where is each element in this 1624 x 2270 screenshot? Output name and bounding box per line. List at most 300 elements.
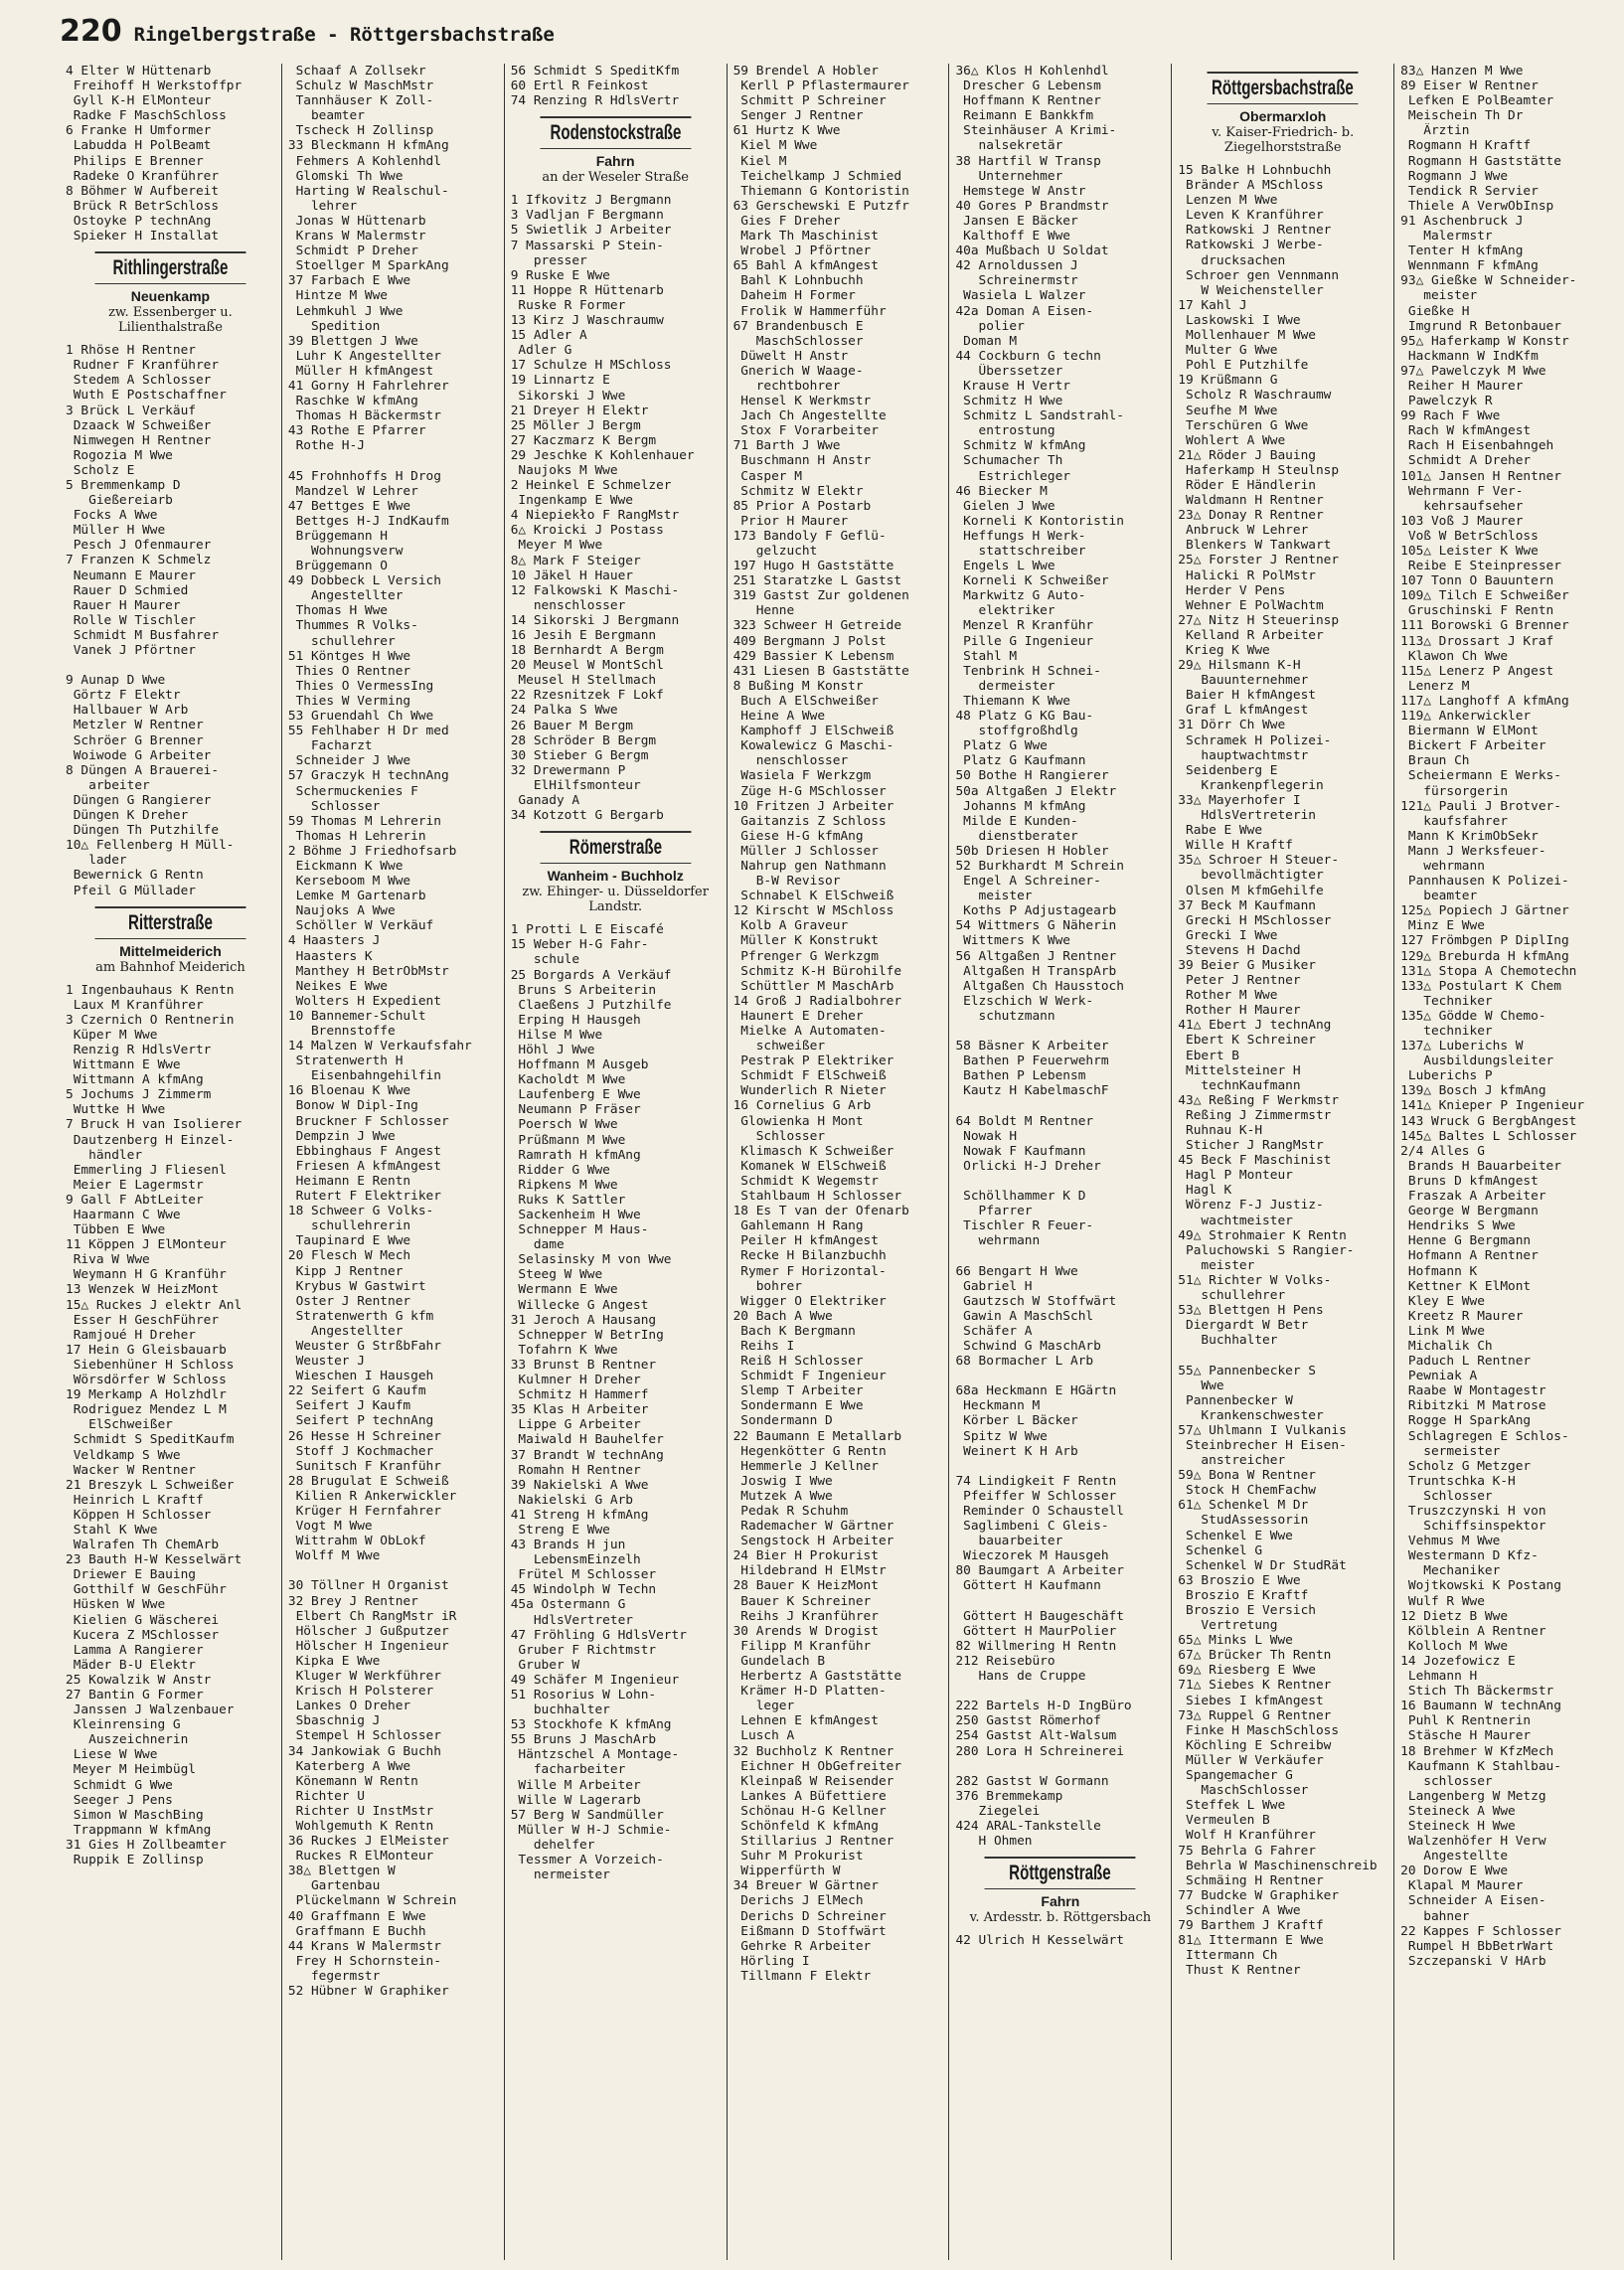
resident-entry: Gotthilf W GeschFühr [66,1582,227,1598]
resident-entry: Thomas H Lehrerin [287,828,426,844]
resident-entry: 53 Stockhofe K kfmAng [510,1717,672,1733]
resident-entry: 4 Elter W Hüttenarb [66,64,212,79]
resident-entry: 5 Bremmenkamp D [66,477,181,493]
resident-entry: 12 Falkowski K Maschi- [510,582,680,598]
resident-entry: Wigger O Elektriker [732,1293,887,1309]
resident-entry: 55 Bruns J MaschArb [510,1732,657,1748]
resident-entry: Müller H kfmAngest [287,363,434,379]
resident-entry: Kluger W Werkführer [287,1669,441,1685]
resident-entry: Kölblein A Rentner [1400,1623,1546,1639]
directory-column [1394,64,1616,2260]
resident-entry: Rudner F Kranführer [66,358,220,374]
resident-entry: bohrer [732,1278,802,1294]
resident-entry: 23△ Donay R Rentner [1178,508,1324,524]
resident-entry: meister [1400,288,1478,304]
resident-entry: Lehnen E kfmAngest [732,1713,879,1729]
resident-entry: 14 Groß J Radialbohrer [732,993,902,1009]
resident-entry: Göttert H MaurPolier [955,1623,1117,1639]
resident-entry: Rothe H-J [287,438,365,454]
resident-entry: Reibe E Steinpresser [1400,559,1561,574]
resident-entry: Weuster G StrßbFahr [287,1338,441,1354]
resident-entry: 18 Brehmer W KfzMech [1400,1743,1554,1759]
resident-entry: Truntschka K-H [1400,1473,1516,1489]
resident-entry: 31 Jeroch A Hausang [510,1312,657,1328]
resident-entry: Grecki I Wwe [1178,927,1278,943]
resident-entry: Mollenhauer M Wwe [1178,328,1316,344]
resident-entry: Stoellger M SparkAng [287,258,449,274]
resident-entry: Hoffmann M Ausgeb [510,1057,649,1073]
resident-entry: Filipp M Kranführ [732,1638,872,1654]
resident-entry: Tenbrink H Schnei- [955,663,1101,679]
resident-entry: Thomas H Bäckermstr [287,408,441,424]
resident-entry [288,453,498,468]
resident-entry: Gruschinski F Rentn [1400,603,1554,619]
directory-column [728,64,950,2260]
resident-entry: dehelfer [510,1837,595,1853]
resident-entry: Sunitsch F Kranführ [287,1458,441,1474]
resident-entry: Lusch A [732,1728,795,1744]
resident-entry: Gautzsch W Stoffwärt [955,1293,1117,1309]
resident-entry: Krankenpflegerin [1178,777,1324,793]
resident-entry: 39 Beier G Musiker [1178,957,1316,973]
resident-entry: Ärztin [1400,123,1470,139]
resident-entry: Tübben E Wwe [66,1222,166,1238]
resident-entry: kaufsfahrer [1400,813,1509,829]
street-location: zw. Essenberger u. Lilienthalstraße [108,305,233,336]
resident-entry: Ruske R Former [510,297,626,313]
resident-entry: Scholz G Metzger [1400,1458,1532,1474]
resident-entry: 67 Brandenbusch E [732,318,864,334]
resident-entry: Steinbrecher H Eisen- [1178,1437,1347,1453]
resident-entry: Hildebrand H ElMstr [732,1563,887,1579]
resident-entry: Wermann E Wwe [510,1282,618,1298]
resident-entry: 24 Bier H Prokurist [732,1548,879,1564]
resident-entry: 15 Weber H-G Fahr- [510,937,649,953]
resident-entry: 56 Schmidt S SpeditKfm [510,64,680,79]
resident-entry: Rother M Wwe [1178,988,1278,1004]
resident-entry: Simon W MaschBing [66,1807,204,1823]
resident-entry: Sengstock H Arbeiter [732,1534,894,1549]
resident-entry: Schwind G MaschArb [955,1338,1101,1354]
resident-entry: Spedition [287,318,381,334]
resident-entry: Ruppik E Zollinsp [66,1853,204,1868]
resident-entry: 173 Bandoly F Geflü- [732,528,887,544]
resident-entry: 15 Adler A [510,328,587,344]
resident-entry: Wuth E Postschaffner [66,388,227,404]
resident-entry: 59 Brendel A Hobler [732,64,879,79]
resident-entry: Adler G [510,343,572,359]
resident-entry: Tenter H kfmAng [1400,243,1524,259]
resident-entry: Schäfer A [955,1323,1033,1339]
resident-entry: Platz G Wwe [955,738,1048,754]
resident-entry: 83△ Hanzen M Wwe [1400,64,1524,79]
resident-entry: Schmidt F Ingenieur [732,1369,887,1384]
resident-entry: Haarmann C Wwe [66,1208,181,1222]
resident-entry: Häntzschel A Montage- [510,1747,680,1763]
resident-entry: Wohlgemuth K Rentn [287,1818,434,1834]
resident-entry: Rother H Maurer [1178,1003,1301,1019]
resident-entry: Sikorski J Wwe [510,388,626,404]
resident-entry: Paluchowski S Rangier- [1178,1242,1355,1258]
resident-entry: Schmitz W kfmAng [955,438,1086,454]
resident-entry: Stillarius J Rentner [732,1834,894,1850]
resident-entry: Neikes E Wwe [287,978,389,994]
resident-entry: StudAssessorin [1178,1513,1309,1529]
resident-entry: Wehrmann F Ver- [1400,483,1524,499]
resident-entry: Wipperfürth W [732,1864,841,1879]
resident-entry: Ruhnau K-H [1178,1123,1263,1138]
resident-entry: Schreinermstr [955,273,1078,289]
resident-entry: Prüßmann M Wwe [510,1132,626,1148]
resident-entry: 32 Drewermann P [510,762,626,778]
resident-entry: Görtz F Elektr [66,688,181,704]
resident-entry: Schenkel E Wwe [1178,1528,1293,1543]
resident-entry: Mittelsteiner H [1178,1062,1301,1078]
resident-entry: 7 Bruck H van Isolierer [66,1117,243,1133]
resident-entry: 21 Breszyk L Schweißer [66,1477,235,1493]
resident-entry: Rach W kfmAngest [1400,423,1532,439]
resident-entry: wachtmeister [1178,1213,1293,1228]
street-name: Röttgersbachstraße [1208,72,1359,104]
resident-entry: 3 Czernich O Rentnerin [66,1012,235,1028]
resident-entry: Schmitz H Wwe [955,394,1063,409]
resident-entry: Kiel M Wwe [732,138,818,154]
resident-entry: Philips E Brenner [66,153,204,169]
resident-entry [955,1759,1165,1774]
resident-entry: Laufenberg E Wwe [510,1087,641,1103]
resident-entry: 119△ Ankerwickler [1400,709,1532,725]
resident-entry [288,1563,498,1578]
street-section-header [66,249,275,335]
resident-entry: Hintze M Wwe [287,288,389,304]
resident-entry: Stahlbaum H Schlosser [732,1189,902,1205]
resident-entry: Scheiermann E Werks- [1400,768,1561,784]
resident-entry: 55 Fehlhaber H Dr med [287,724,449,739]
resident-entry: 143 Wruck G BergbAngest [1400,1113,1577,1129]
resident-entry: 40 Gores P Brandmstr [955,198,1109,214]
resident-entry: 2/4 Alles G [1400,1143,1485,1159]
resident-entry: 42a Doman A Eisen- [955,303,1094,319]
page-number: 220 [60,14,122,49]
resident-entry: 41△ Ebert J technAng [1178,1018,1332,1034]
resident-entry: Waldmann H Rentner [1178,493,1324,509]
resident-entry: 34 Jankowiak G Buchh [287,1743,441,1759]
resident-entry: Vanek J Pförtner [66,643,196,658]
resident-entry: 117△ Langhoff A kfmAng [1400,693,1569,709]
resident-entry: Sackenheim H Wwe [510,1208,641,1222]
resident-entry: 22 Kappes F Schlosser [1400,1923,1561,1939]
resident-entry: 34 Kotzott G Bergarb [510,808,664,824]
resident-entry: 16 Baumann W technAng [1400,1699,1561,1714]
resident-entry: Walzenhöfer H Verw [1400,1834,1546,1850]
resident-entry: Dempzin J Wwe [287,1128,396,1144]
resident-entry: 47 Bettges E Wwe [287,498,411,514]
resident-entry: 127 Frömbgen P DiplIng [1400,933,1569,949]
resident-entry [955,1684,1165,1699]
resident-entry: techniker [1400,1024,1493,1039]
resident-entry: 222 Bartels H-D IngBüro [955,1699,1132,1714]
resident-entry: Bach K Bergmann [732,1323,856,1339]
resident-entry: 101△ Jansen H Rentner [1400,468,1561,484]
resident-entry: Streng E Wwe [510,1522,610,1538]
resident-entry [955,1369,1165,1383]
resident-entry: 23 Bauth H-W Kesselwärt [66,1552,243,1568]
resident-entry: Krankenschwester [1178,1407,1324,1423]
resident-entry: Anbruck W Lehrer [1178,523,1309,539]
resident-entry: Wörenz F-J Justiz- [1178,1198,1324,1214]
resident-entry: Hüsken W Wwe [66,1597,166,1613]
street-section-header [955,1855,1165,1925]
resident-entry: Rogmann H Gaststätte [1400,153,1561,169]
street-name: Ritterstraße [95,906,246,939]
resident-entry: Elzschich W Werk- [955,993,1094,1009]
resident-entry: 57 Berg W Sandmüller [510,1807,664,1823]
resident-entry: Braun Ch [1400,753,1470,769]
resident-entry: Pestrak P Elektriker [732,1054,894,1069]
resident-entry: Weinert K H Arb [955,1443,1078,1459]
running-head: Ringelbergstraße - Röttgersbachstraße [133,24,555,46]
resident-entry: 121△ Pauli J Brotver- [1400,798,1561,814]
resident-entry: 25 Möller J Bergm [510,417,641,433]
resident-entry: Thiele A VerwObInsp [1400,198,1554,214]
street-location: v. Kaiser-Friedrich- b. Ziegelhorststraße [1212,125,1355,155]
resident-entry: Friesen A kfmAngest [287,1158,441,1174]
resident-entry: 34 Breuer W Gärtner [732,1878,879,1894]
resident-entry: Teichelkamp J Schmied [732,168,902,184]
directory-column [949,64,1172,2260]
resident-entry: 18 Es T van der Ofenarb [732,1204,909,1219]
resident-entry: Johanns M kfmAng [955,798,1086,814]
resident-entry: Wille W Lagerarb [510,1792,641,1808]
resident-entry: Kettner K ElMont [1400,1278,1532,1294]
resident-entry: Thiemann K Wwe [955,693,1071,709]
resident-entry: 52 Burkhardt M Schrein [955,858,1124,874]
resident-entry: Olsen M kfmGehilfe [1178,883,1324,898]
resident-entry: Wulf R Wwe [1400,1593,1485,1609]
resident-entry: Ripkens M Wwe [510,1177,618,1193]
resident-entry: Paduch L Rentner [1400,1354,1532,1370]
resident-entry: 93△ Gießke W Schneider- [1400,273,1577,289]
resident-entry: Lemke M Gartenarb [287,889,426,904]
resident-entry: Stox F Vorarbeiter [732,423,879,439]
district-name: Neuenkamp [130,288,211,305]
resident-entry: 113△ Drossart J Kraf [1400,633,1554,649]
resident-entry: 89 Eiser W Rentner [1400,79,1539,94]
resident-entry: 81△ Ittermann E Wwe [1178,1933,1324,1949]
resident-entry: Puhl K Rentnerin [1400,1713,1532,1729]
resident-entry: Wittrahm W ObLokf [287,1534,426,1549]
resident-entry: Taupinard E Wwe [287,1233,411,1249]
resident-entry: hauptwachtmstr [1178,747,1309,763]
resident-entry: 42 Ulrich H Kesselwärt [955,1933,1124,1949]
resident-entry: Schmidt G Wwe [66,1777,173,1793]
resident-entry: Meyer M Heimbügl [66,1762,196,1778]
resident-entry: 21△ Röder J Bauing [1178,447,1316,463]
resident-entry: 17 Kahl J [1178,297,1247,313]
resident-entry: Thies O Rentner [287,663,411,679]
resident-entry: 129△ Breburda H kfmAng [1400,948,1569,964]
resident-entry: Meyer M Wwe [510,538,603,554]
resident-entry: Schlosser [287,798,381,814]
street-section-header [511,829,721,914]
resident-entry: 1 Rhöse H Rentner [66,343,196,359]
resident-entry: Göttert H Kaufmann [955,1578,1101,1594]
street-location: am Bahnhof Meiderich [95,959,245,975]
resident-entry: sermeister [1400,1443,1501,1459]
resident-entry: 51 Rosorius W Lohn- [510,1688,657,1702]
resident-entry: Lenerz M [1400,678,1470,694]
resident-entry: 14 Sikorski J Bergmann [510,612,680,628]
resident-entry: 49 Schäfer M Ingenieur [510,1672,680,1688]
resident-entry: 18 Schweer G Volks- [287,1204,434,1219]
resident-entry: Schüttler M MaschArb [732,978,894,994]
resident-entry [955,1594,1165,1609]
resident-entry: Brück R BetrSchloss [66,198,220,214]
resident-entry: Reihs I [732,1338,795,1354]
district-name: Fahrn [595,153,635,170]
resident-entry: Ittermann Ch [1178,1948,1278,1964]
resident-entry: Wrobel J Pförtner [732,243,872,259]
resident-entry: 25△ Forster J Rentner [1178,553,1340,568]
resident-entry: 82 Willmering H Rentn [955,1638,1117,1654]
resident-entry: 47 Fröhling G HdlsVertr [510,1627,687,1643]
directory-column [282,64,505,2260]
resident-entry: Buchhalter [1178,1333,1278,1349]
resident-entry: 8 Düngen A Brauerei- [66,762,220,778]
street-name: Röttgenstraße [985,1857,1136,1889]
resident-entry: Eisenbahngehilfin [287,1068,441,1084]
resident-entry: 49△ Strohmaier K Rentn [1178,1227,1347,1243]
resident-entry: Gruber W [510,1657,580,1673]
resident-entry: Ebert B [1178,1048,1239,1063]
resident-entry: Plückelmann W Schrein [287,1893,457,1909]
resident-entry: Derichs D Schreiner [732,1908,887,1924]
resident-entry: Richter U [287,1788,365,1804]
resident-entry: Peter J Rentner [1178,973,1301,989]
resident-entry: Dzaack W Schweißer [66,417,212,433]
resident-entry: polier [955,318,1025,334]
resident-entry: Schmidt M Busfahrer [66,627,220,643]
resident-entry: 319 Gastst Zur goldenen [732,588,909,604]
resident-entry: 31 Dörr Ch Wwe [1178,718,1286,733]
resident-entry: Stahl M [955,648,1018,664]
resident-entry: Schnepper M Haus- [510,1222,649,1238]
resident-entry: 40a Mußbach U Soldat [955,243,1109,259]
resident-entry: 5 Swietlik J Arbeiter [510,223,672,239]
resident-entry: stoffgroßhdlg [955,724,1078,739]
resident-entry: 21 Dreyer H Elektr [510,403,649,418]
resident-entry: 37 Beck M Kaufmann [1178,897,1316,913]
resident-entry: Wojtkowski K Postang [1400,1578,1561,1594]
resident-entry [955,1098,1165,1113]
resident-entry: Derichs J ElMech [732,1893,864,1909]
resident-entry: leger [732,1699,795,1714]
resident-entry: 32 Brey J Rentner [287,1593,418,1609]
resident-entry: Henne G Bergmann [1400,1233,1532,1249]
resident-entry: Schmidt P Dreher [287,243,418,259]
resident-entry: Gielen J Wwe [955,498,1056,514]
resident-entry: 323 Schweer H Getreide [732,618,902,634]
resident-entry: Müller J Schlosser [732,843,879,859]
resident-entry: Esser H GeschFührer [66,1312,220,1328]
resident-entry: 282 Gastst W Gormann [955,1773,1109,1789]
resident-entry: Pannenbecker W [1178,1392,1293,1408]
resident-entry: Multer G Wwe [1178,343,1278,359]
resident-entry: HdlsVertreter [510,1612,633,1628]
resident-entry: 99 Rach F Wwe [1400,408,1501,424]
resident-entry: Korneli K Schweißer [955,573,1109,589]
resident-entry: dermeister [955,678,1056,694]
resident-entry: Hagl K [1178,1183,1232,1199]
resident-entry: 43 Brands H jun [510,1538,626,1553]
resident-entry: 429 Bassier K Lebensm [732,648,894,664]
resident-entry: 15 Balke H Lohnbuchh [1178,163,1332,178]
resident-entry: Kaufmann K Stahlbau- [1400,1758,1561,1774]
resident-entry: Düngen K Dreher [66,808,189,824]
resident-entry: 57 Graczyk H technAng [287,768,449,784]
resident-entry: 145△ Baltes L Schlosser [1400,1128,1577,1144]
resident-entry: schlosser [1400,1773,1493,1789]
resident-entry: 409 Bergmann J Polst [732,633,887,649]
resident-entry: bevollmächtigter [1178,868,1324,884]
resident-entry: 12 Kirscht W MSchloss [732,903,894,919]
resident-entry: Schmitt P Schreiner [732,93,887,109]
resident-entry: Überssetzer [955,363,1063,379]
resident-entry: 71 Barth J Wwe [732,438,841,454]
resident-entry: Scholz R Waschraumw [1178,388,1332,404]
resident-entry: Brüggemann O [287,559,389,574]
resident-entry: Reihs J Kranführer [732,1608,879,1624]
resident-entry: Nowak H [955,1128,1018,1144]
resident-entry: Wittmann A kfmAng [66,1072,204,1088]
resident-entry: dienstberater [955,828,1078,844]
resident-entry: Nakielski G Arb [510,1492,633,1508]
resident-entry: 30 Arends W Drogist [732,1623,879,1639]
resident-entry: Weymann H G Kranführ [66,1267,227,1283]
resident-entry: 28 Bauer K HeizMont [732,1578,879,1594]
resident-entry: Thies O VermessIng [287,678,434,694]
resident-entry: Schmitz W Elektr [732,483,864,499]
resident-entry: Siebenhüner H Schloss [66,1357,235,1373]
resident-entry: 28 Brugulat E Schweiß [287,1473,449,1489]
resident-entry: 7 Massarski P Stein- [510,238,664,253]
resident-entry: Herbertz A Gaststätte [732,1669,902,1685]
resident-entry: Bränder A MSchloss [1178,178,1324,194]
resident-entry: 30 Töllner H Organist [287,1578,449,1594]
resident-entry: Stock H ChemFachw [1178,1483,1316,1499]
resident-entry: Kerll P Pflastermaurer [732,79,909,94]
resident-entry: Sticher J RangMstr [1178,1138,1324,1154]
resident-entry: Dautzenberg H Einzel- [66,1132,235,1148]
resident-entry: Ruks K Sattler [510,1192,626,1208]
resident-entry: Stoff J Kochmacher [287,1443,434,1459]
resident-entry: Heckmann M [955,1398,1041,1414]
resident-entry: Schroer gen Vennmann [1178,267,1340,283]
resident-entry: Jansen E Bäcker [955,213,1078,229]
resident-entry: Mäder B-U Elektr [66,1657,196,1673]
resident-entry: Ziegelei [955,1803,1041,1819]
resident-entry: Blenkers W Tankwart [1178,538,1332,554]
resident-entry: Mechaniker [1400,1563,1501,1579]
resident-entry: 103 Voß J Maurer [1400,513,1524,529]
resident-entry: Kolloch M Wwe [1400,1638,1509,1654]
resident-entry: Gahlemann H Rang [732,1218,864,1234]
street-name: Rithlingerstraße [95,251,246,284]
resident-entry: Rauer H Maurer [66,597,181,613]
resident-entry: 20 Meusel W MontSchl [510,658,664,674]
resident-entry: Frey H Schornstein- [287,1953,441,1969]
resident-entry: händler [66,1147,143,1163]
